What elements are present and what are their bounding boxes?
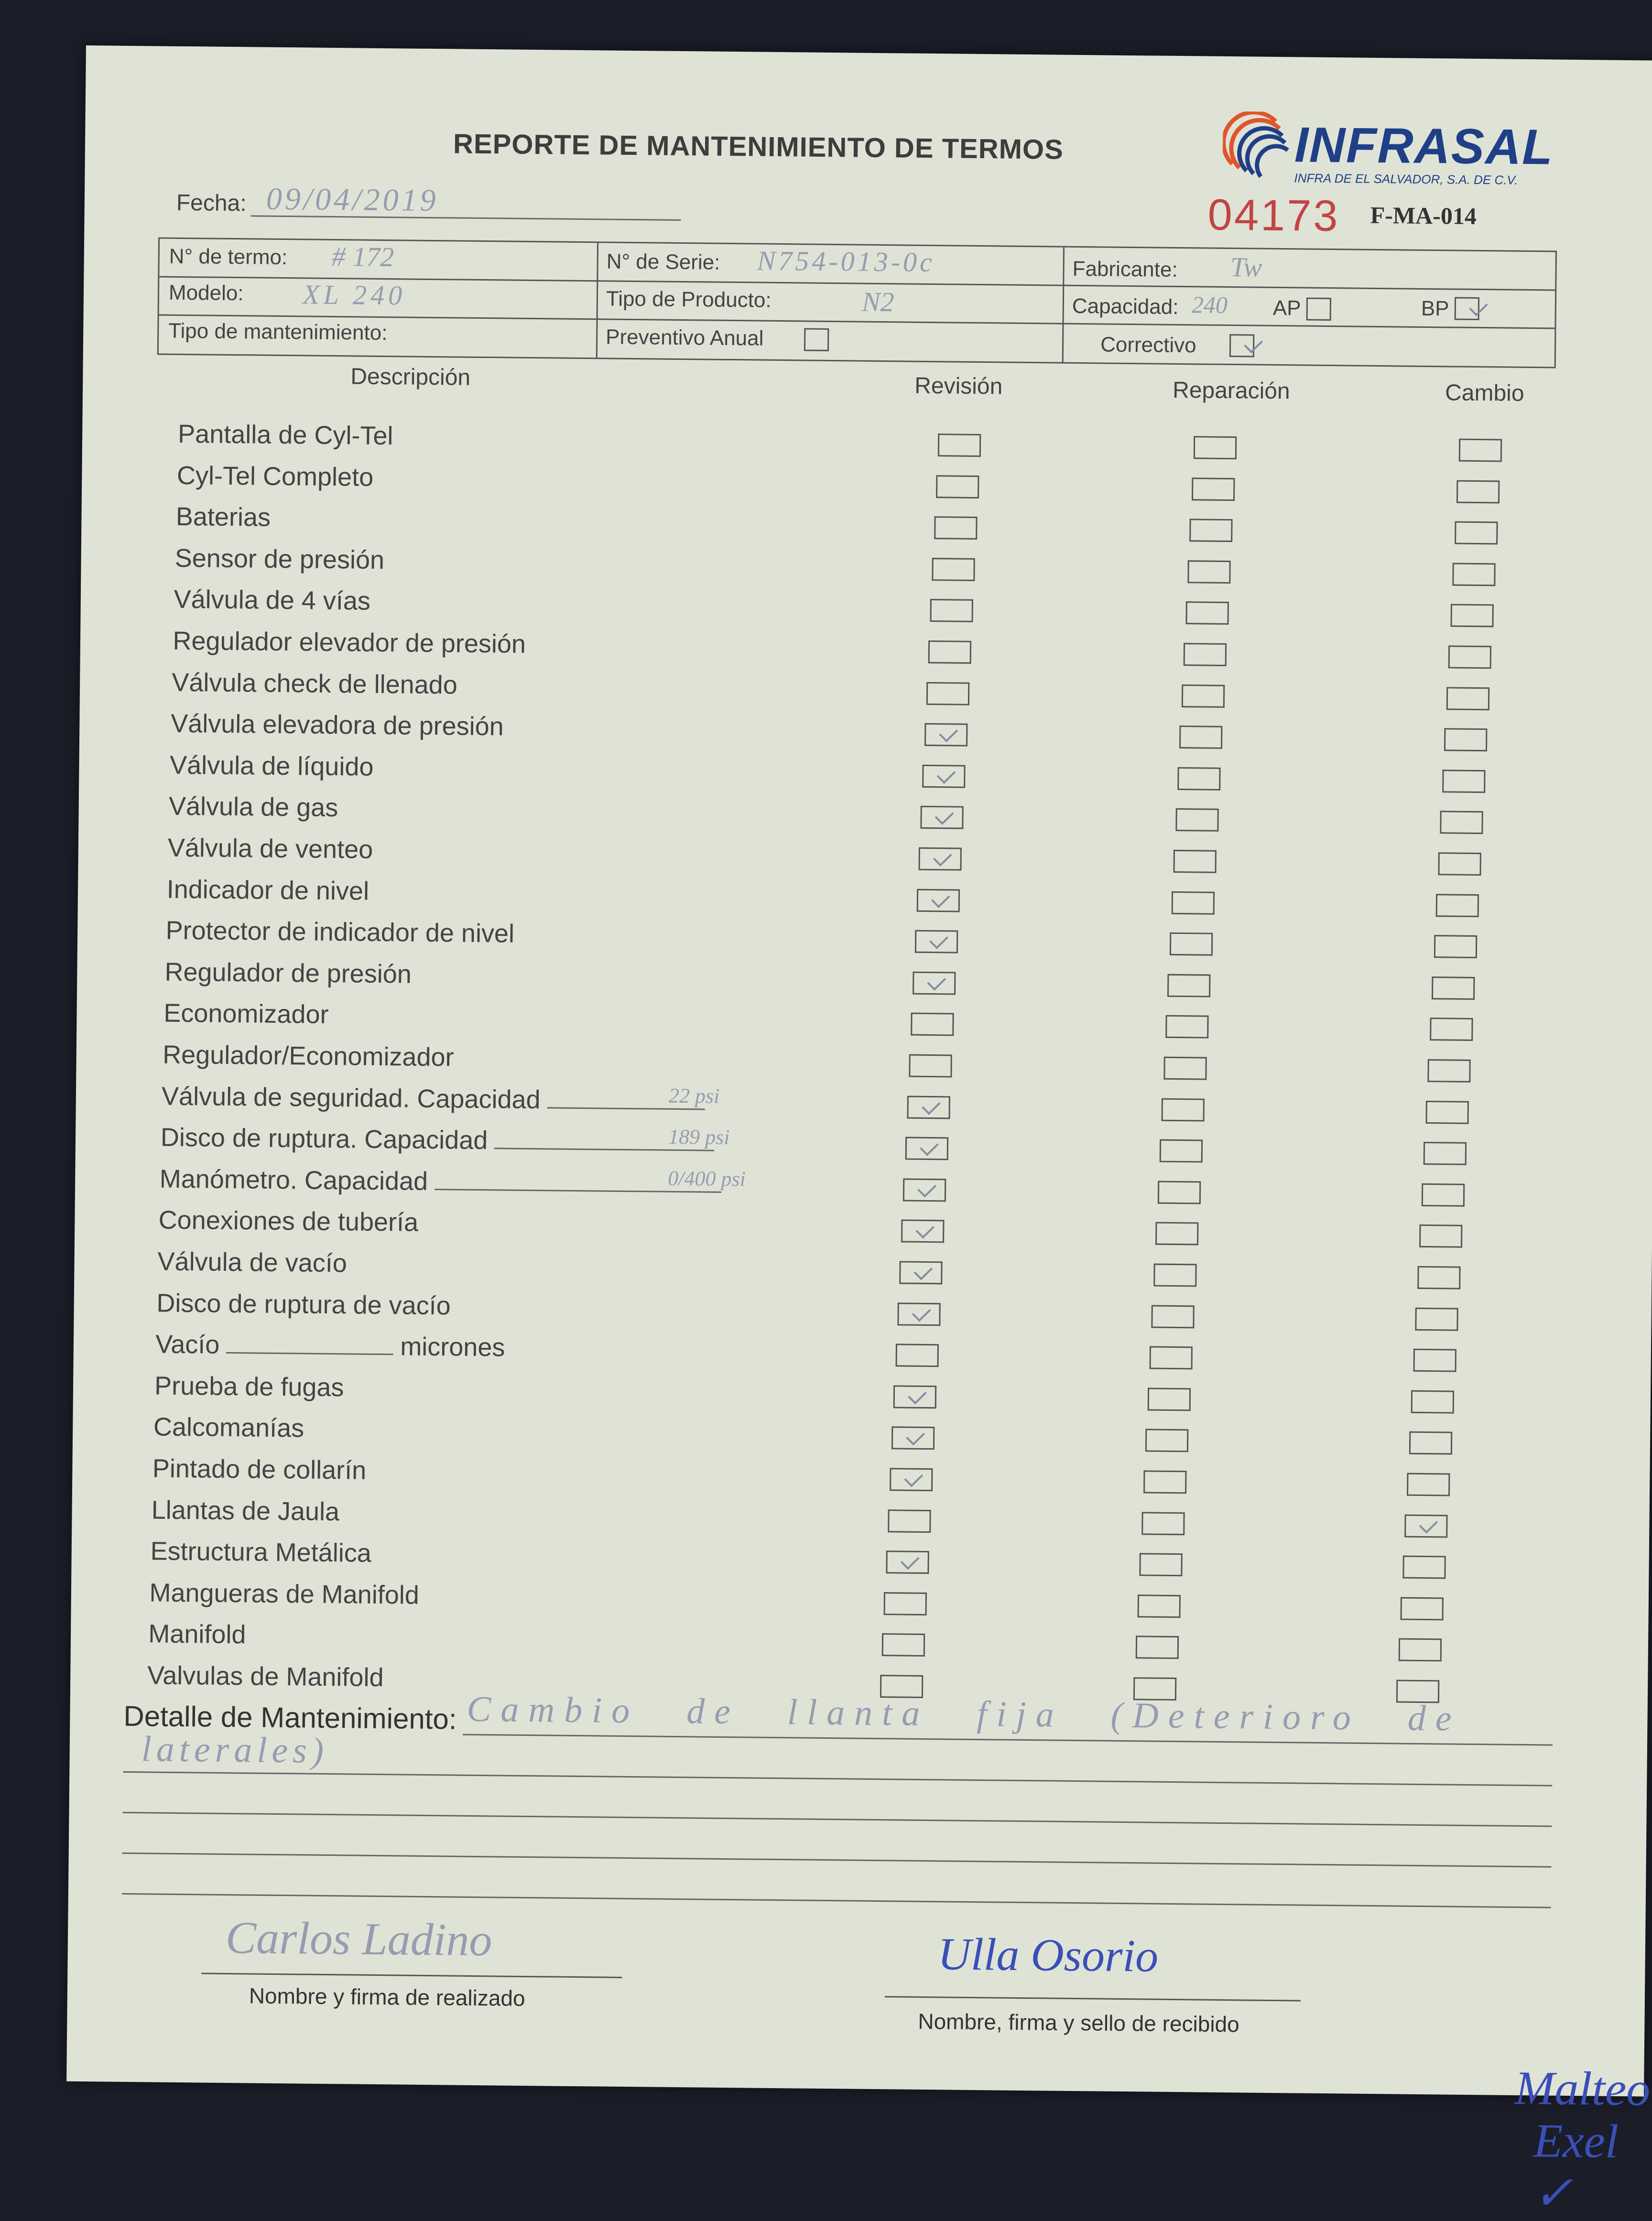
item-handwritten-value: 189 psi xyxy=(668,1125,730,1149)
detalle-rule-3 xyxy=(122,1812,1552,1827)
revision-checkbox[interactable] xyxy=(936,475,979,498)
revision-checkbox[interactable] xyxy=(891,1427,935,1450)
serie-value[interactable]: N754-013-0c xyxy=(757,245,935,278)
item-text: Economizador xyxy=(163,999,329,1029)
reparacion-checkbox[interactable] xyxy=(1163,1057,1206,1080)
revision-checkbox[interactable] xyxy=(901,1220,944,1243)
cambio-checkbox[interactable] xyxy=(1407,1473,1450,1496)
cambio-checkbox[interactable] xyxy=(1448,645,1491,669)
termo-value[interactable]: # 172 xyxy=(331,240,394,273)
folio-number: 04173 xyxy=(1207,190,1340,241)
cambio-checkbox[interactable] xyxy=(1459,439,1502,462)
item-label xyxy=(147,1660,384,1692)
revision-checkbox[interactable] xyxy=(916,888,959,912)
revision-checkbox[interactable] xyxy=(932,558,975,581)
cambio-checkbox[interactable] xyxy=(1430,1018,1473,1041)
revision-checkbox[interactable] xyxy=(893,1385,936,1408)
item-label xyxy=(176,502,271,532)
col-cambio: Cambio xyxy=(1445,380,1524,406)
ap-label: AP xyxy=(1272,296,1301,320)
revision-checkbox[interactable] xyxy=(911,1013,954,1036)
item-text: Baterias xyxy=(175,502,271,532)
cambio-checkbox[interactable] xyxy=(1421,1183,1464,1207)
detalle-rule-5 xyxy=(122,1893,1551,1908)
revision-checkbox[interactable] xyxy=(888,1509,931,1533)
fabricante-value[interactable]: Tw xyxy=(1230,251,1262,283)
item-label xyxy=(156,1288,451,1321)
report-title: REPORTE DE MANTENIMIENTO DE TERMOS xyxy=(453,128,1064,165)
cambio-checkbox[interactable] xyxy=(1442,769,1485,793)
cambio-checkbox[interactable] xyxy=(1409,1431,1452,1455)
tipo-producto-value[interactable]: N2 xyxy=(861,286,894,318)
cambio-checkbox[interactable] xyxy=(1413,1349,1456,1372)
cambio-checkbox[interactable] xyxy=(1401,1597,1444,1620)
revision-checkbox[interactable] xyxy=(903,1178,946,1202)
item-label xyxy=(166,874,369,906)
reparacion-checkbox[interactable] xyxy=(1184,643,1227,666)
cambio-checkbox[interactable] xyxy=(1415,1307,1458,1331)
cambio-checkbox[interactable] xyxy=(1446,687,1489,710)
reparacion-checkbox[interactable] xyxy=(1194,436,1237,459)
modelo-label: Modelo: xyxy=(168,281,244,305)
tipo-producto-label: Tipo de Producto: xyxy=(606,287,772,312)
col-descripcion: Descripción xyxy=(350,364,471,390)
item-label xyxy=(161,1123,715,1158)
reparacion-checkbox[interactable] xyxy=(1179,726,1222,749)
cambio-checkbox[interactable] xyxy=(1455,521,1498,545)
item-text: Estructura Metálica xyxy=(150,1537,372,1568)
item-text: Cyl-Tel Completo xyxy=(176,461,374,492)
note-line-2: Exel ✓ xyxy=(1532,2114,1619,2221)
item-label xyxy=(165,916,514,949)
cambio-checkbox[interactable] xyxy=(1450,604,1493,628)
cambio-checkbox[interactable] xyxy=(1425,1101,1468,1124)
cambio-checkbox[interactable] xyxy=(1405,1514,1448,1538)
item-text: Válvula elevadora de presión xyxy=(170,709,504,741)
cambio-checkbox[interactable] xyxy=(1453,563,1496,586)
revision-checkbox[interactable] xyxy=(907,1095,950,1119)
company-logo xyxy=(1222,107,1587,196)
cambio-checkbox[interactable] xyxy=(1402,1556,1446,1579)
item-text: Llantas de Jaula xyxy=(151,1495,340,1526)
item-text: Sensor de presión xyxy=(174,543,385,574)
item-text: Disco de ruptura de vacío xyxy=(156,1289,451,1321)
item-text: Pantalla de Cyl-Tel xyxy=(177,419,393,451)
item-text: Válvula de vacío xyxy=(157,1247,348,1278)
revision-checkbox[interactable] xyxy=(934,516,977,540)
maintenance-report-sheet xyxy=(66,45,1652,2221)
item-blank-line[interactable] xyxy=(226,1352,393,1355)
reparacion-checkbox[interactable] xyxy=(1169,932,1212,956)
item-label xyxy=(157,1247,347,1278)
preventivo-checkbox[interactable] xyxy=(804,328,829,351)
cambio-checkbox[interactable] xyxy=(1444,728,1487,752)
cambio-checkbox[interactable] xyxy=(1438,852,1481,876)
form-code: F-MA-014 xyxy=(1370,201,1477,229)
revision-checkbox[interactable] xyxy=(928,640,971,664)
item-text: Indicador de nivel xyxy=(166,875,370,906)
realizado-signature: Carlos Ladino xyxy=(225,1911,492,1966)
cambio-checkbox[interactable] xyxy=(1417,1266,1460,1289)
reparacion-checkbox[interactable] xyxy=(1172,891,1215,914)
item-text: Válvula de gas xyxy=(168,792,338,823)
cambio-checkbox[interactable] xyxy=(1436,894,1479,917)
revision-checkbox[interactable] xyxy=(938,433,981,457)
item-label xyxy=(152,1453,367,1485)
item-text: Regulador/Economizador xyxy=(162,1040,454,1072)
cambio-checkbox[interactable] xyxy=(1399,1638,1442,1662)
note-line-1: Malteo xyxy=(1514,2061,1651,2116)
item-label xyxy=(178,419,393,451)
detalle-line-2[interactable]: laterales) xyxy=(141,1729,329,1771)
cambio-checkbox[interactable] xyxy=(1427,1059,1470,1083)
revision-checkbox[interactable] xyxy=(914,930,957,953)
item-label xyxy=(169,791,338,823)
preventivo-label: Preventivo Anual xyxy=(605,325,764,350)
item-label xyxy=(171,709,504,742)
recibido-caption: Nombre, firma y sello de recibido xyxy=(918,2008,1239,2037)
revision-checkbox[interactable] xyxy=(895,1344,938,1367)
item-label xyxy=(160,1164,722,1199)
detalle-line-1[interactable]: Cambio de llanta fija (Deterioro de xyxy=(467,1689,1462,1739)
item-label xyxy=(177,460,374,492)
item-label xyxy=(163,1040,454,1073)
cambio-checkbox[interactable] xyxy=(1434,935,1477,958)
termo-label: N° de termo: xyxy=(169,244,288,270)
reparacion-checkbox[interactable] xyxy=(1192,477,1235,501)
reparacion-checkbox[interactable] xyxy=(1160,1139,1203,1163)
recibido-signature-line xyxy=(885,1996,1301,2001)
ap-checkbox[interactable] xyxy=(1306,298,1331,321)
item-text: Conexiones de tubería xyxy=(158,1205,419,1237)
tipo-mantenimiento-label: Tipo de mantenimiento: xyxy=(168,319,388,345)
realizado-caption: Nombre y firma de realizado xyxy=(249,1983,525,2011)
reparacion-checkbox[interactable] xyxy=(1157,1181,1200,1204)
reparacion-checkbox[interactable] xyxy=(1177,767,1220,791)
cambio-checkbox[interactable] xyxy=(1440,811,1483,834)
item-label xyxy=(149,1578,419,1610)
reparacion-checkbox[interactable] xyxy=(1145,1429,1188,1452)
header-info-table xyxy=(157,237,1557,368)
item-text: Válvula de seguridad. Capacidad xyxy=(161,1082,541,1114)
reparacion-checkbox[interactable] xyxy=(1135,1636,1178,1659)
revision-checkbox[interactable] xyxy=(930,599,973,622)
bp-label: BP xyxy=(1421,296,1449,321)
reparacion-checkbox[interactable] xyxy=(1150,1346,1193,1370)
revision-checkbox[interactable] xyxy=(899,1261,942,1284)
cambio-checkbox[interactable] xyxy=(1424,1142,1467,1165)
capacidad-label: Capacidad: xyxy=(1072,294,1179,319)
detalle-label: Detalle de Mantenimiento: xyxy=(123,1700,457,1735)
item-text: Vacío xyxy=(155,1330,220,1359)
reparacion-checkbox[interactable] xyxy=(1175,808,1218,832)
fabricante-label: Fabricante: xyxy=(1072,257,1178,282)
reparacion-checkbox[interactable] xyxy=(1187,560,1230,584)
reparacion-checkbox[interactable] xyxy=(1162,1098,1205,1121)
col-revision: Revisión xyxy=(914,373,1003,400)
item-handwritten-value: 0/400 psi xyxy=(668,1166,746,1191)
revision-checkbox[interactable] xyxy=(909,1054,952,1078)
reparacion-checkbox[interactable] xyxy=(1182,684,1225,708)
cambio-checkbox[interactable] xyxy=(1419,1224,1462,1248)
item-label xyxy=(148,1619,246,1650)
item-text: Válvula check de llenado xyxy=(172,668,458,700)
item-label xyxy=(172,667,457,700)
revision-checkbox[interactable] xyxy=(884,1592,927,1615)
item-unit: micrones xyxy=(400,1332,505,1362)
item-label xyxy=(174,585,370,616)
revision-checkbox[interactable] xyxy=(923,765,966,788)
detalle-rule-2 xyxy=(123,1771,1552,1787)
item-label xyxy=(163,998,329,1029)
infrasal-logo-icon xyxy=(1222,111,1299,184)
item-text: Regulador elevador de presión xyxy=(173,626,526,659)
correctivo-label: Correctivo xyxy=(1100,333,1196,358)
reparacion-checkbox[interactable] xyxy=(1141,1512,1185,1535)
reparacion-checkbox[interactable] xyxy=(1189,519,1232,542)
item-label xyxy=(154,1371,344,1402)
item-text: Pintado de collarín xyxy=(152,1454,367,1485)
item-text: Calcomanías xyxy=(153,1412,304,1443)
revision-checkbox[interactable] xyxy=(924,723,967,747)
reparacion-checkbox[interactable] xyxy=(1167,974,1210,997)
reparacion-checkbox[interactable] xyxy=(1174,850,1217,873)
item-text: Mangueras de Manifold xyxy=(149,1578,420,1610)
revision-checkbox[interactable] xyxy=(905,1137,948,1160)
revision-checkbox[interactable] xyxy=(897,1302,940,1326)
item-label xyxy=(164,957,412,989)
col-reparacion: Reparación xyxy=(1172,377,1290,404)
cambio-checkbox[interactable] xyxy=(1411,1390,1454,1414)
item-label xyxy=(162,1081,705,1116)
item-text: Protector de indicador de nivel xyxy=(165,916,515,948)
bp-checkbox[interactable] xyxy=(1455,297,1479,320)
item-label xyxy=(170,750,374,782)
revision-checkbox[interactable] xyxy=(886,1550,929,1574)
revision-checkbox[interactable] xyxy=(926,682,969,705)
item-label xyxy=(173,626,526,659)
item-label xyxy=(150,1537,371,1568)
handwritten-note xyxy=(1513,2062,1650,2221)
item-label xyxy=(158,1205,418,1237)
item-text: Manómetro. Capacidad xyxy=(159,1164,428,1196)
revision-checkbox[interactable] xyxy=(913,971,956,995)
logo-subtitle: INFRA DE EL SALVADOR, S.A. DE C.V. xyxy=(1294,171,1518,187)
revision-checkbox[interactable] xyxy=(921,806,964,829)
fecha-value[interactable]: 09/04/2019 xyxy=(266,181,439,218)
revision-checkbox[interactable] xyxy=(890,1468,933,1491)
serie-label: N° de Serie: xyxy=(606,249,720,274)
reparacion-checkbox[interactable] xyxy=(1153,1264,1196,1287)
cambio-checkbox[interactable] xyxy=(1456,480,1500,503)
item-text: Regulador de presión xyxy=(164,957,412,989)
item-text: Disco de ruptura. Capacidad xyxy=(160,1123,488,1155)
fecha-label: Fecha: xyxy=(176,190,247,217)
item-text: Manifold xyxy=(148,1619,246,1649)
capacidad-value[interactable]: 240 xyxy=(1191,291,1228,318)
reparacion-checkbox[interactable] xyxy=(1140,1553,1183,1576)
item-text: Valvulas de Manifold xyxy=(147,1661,384,1692)
logo-wordmark: INFRASAL xyxy=(1294,117,1554,175)
revision-checkbox[interactable] xyxy=(919,847,962,871)
item-label xyxy=(175,543,385,575)
correctivo-checkbox[interactable] xyxy=(1229,334,1254,357)
recibido-signature: Ulla Osorio xyxy=(937,1928,1159,1982)
reparacion-checkbox[interactable] xyxy=(1152,1305,1195,1328)
item-text: Válvula de 4 vías xyxy=(174,585,371,616)
item-label xyxy=(153,1412,304,1443)
modelo-value[interactable]: XL 240 xyxy=(302,279,406,311)
realizado-signature-line xyxy=(201,1973,622,1978)
reparacion-checkbox[interactable] xyxy=(1165,1015,1208,1039)
item-text: Válvula de venteo xyxy=(167,833,373,864)
item-text: Válvula de líquido xyxy=(169,750,374,781)
item-label xyxy=(151,1495,339,1527)
cambio-checkbox[interactable] xyxy=(1432,976,1475,1000)
item-label xyxy=(168,833,373,865)
reparacion-checkbox[interactable] xyxy=(1155,1222,1198,1246)
item-text: Prueba de fugas xyxy=(154,1371,344,1402)
item-handwritten-value: 22 psi xyxy=(668,1083,720,1108)
reparacion-checkbox[interactable] xyxy=(1137,1594,1180,1618)
revision-checkbox[interactable] xyxy=(882,1634,925,1657)
reparacion-checkbox[interactable] xyxy=(1143,1470,1186,1494)
reparacion-checkbox[interactable] xyxy=(1147,1387,1190,1411)
detalle-rule-4 xyxy=(122,1853,1552,1868)
reparacion-checkbox[interactable] xyxy=(1185,602,1228,625)
item-label xyxy=(155,1330,505,1363)
